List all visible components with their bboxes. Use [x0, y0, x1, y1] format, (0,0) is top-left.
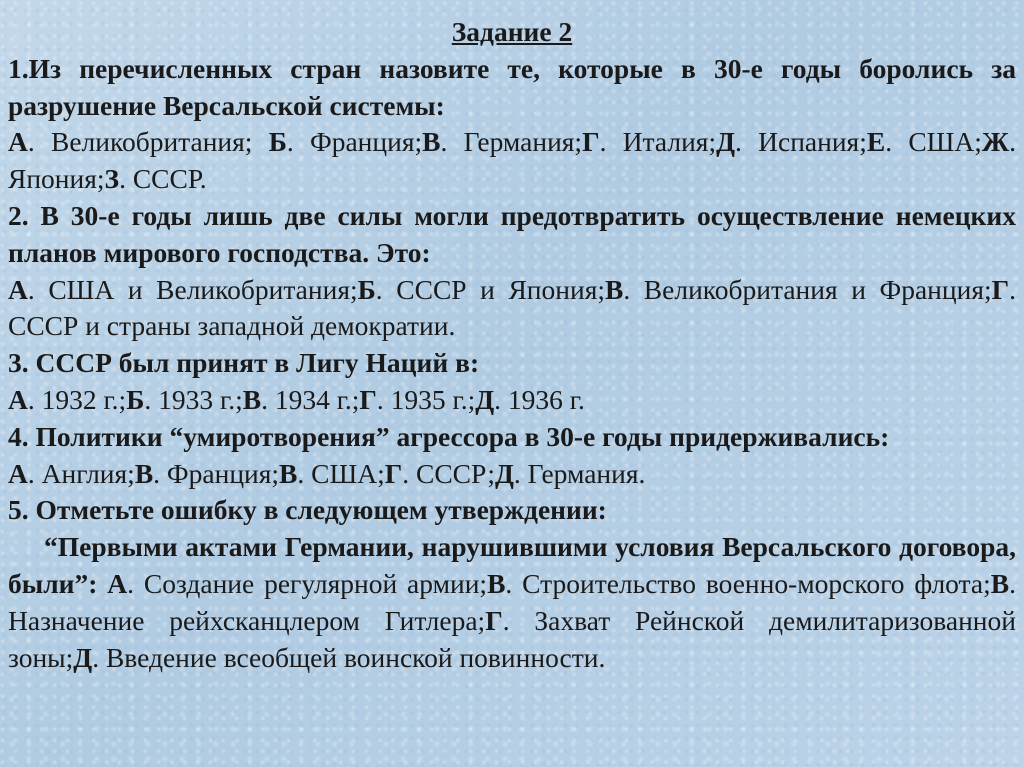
question-2-options [8, 272, 1016, 346]
option-text: . Введение всеобщей воинской повинности. [92, 641, 606, 673]
question-number: 3 [8, 347, 22, 379]
option-letter: А [8, 273, 28, 305]
option-letter: В [134, 457, 154, 489]
option-text: . Франция; [153, 457, 280, 489]
slide [8, 0, 1016, 676]
option-text: . СССР и страны западной демократии. [8, 273, 1016, 342]
option-letter: В [990, 567, 1010, 599]
option-text: . США; [297, 457, 385, 489]
option-letter: Г [485, 604, 503, 636]
option-letter: Г [582, 126, 600, 158]
option-letter: А [8, 457, 28, 489]
question-5 [8, 492, 1016, 529]
option-letter: А [107, 567, 128, 599]
option-text: . Строительство военно-морского флота; [505, 567, 991, 599]
option-text: . Великобритания и Франция; [623, 273, 992, 305]
question-number: 4 [8, 420, 22, 452]
question-3-options [8, 382, 1016, 419]
question-2 [8, 198, 1016, 272]
option-letter: В [422, 126, 441, 158]
option-letter: Б [357, 273, 376, 305]
option-letter: В [279, 457, 298, 489]
option-text: . Германия; [440, 126, 583, 158]
option-text: . Испания; [735, 126, 867, 158]
option-text: . Захват Рейнской демилитаризованной зоны; [8, 604, 1016, 673]
option-text: . СССР и Япония; [375, 273, 605, 305]
question-5-body [8, 529, 1016, 676]
option-letter: Г [991, 273, 1010, 305]
question-number: 2 [8, 199, 22, 231]
question-text: . СССР был принят в Лигу Наций в: [21, 347, 480, 379]
option-letter: Ж [981, 126, 1010, 158]
option-letter: Б [126, 383, 145, 415]
option-text: . Италия; [599, 126, 717, 158]
option-text: . Великобритания; [27, 126, 269, 158]
option-letter: А [8, 383, 28, 415]
option-text: . Франция; [286, 126, 423, 158]
question-4-options [8, 456, 1016, 493]
question-4 [8, 419, 1016, 456]
option-text: . Англия; [27, 457, 135, 489]
option-text: . США и Великобритания; [27, 273, 358, 305]
option-letter: В [605, 273, 624, 305]
option-letter: Д [494, 457, 514, 489]
question-1: 1.Из перечисленных стран назовите те, которые в 30-е годы боролись за разрушение Версальской системы: [8, 52, 1016, 121]
option-text: . 1935 г.; [376, 383, 476, 415]
option-letter: В [487, 567, 506, 599]
option-text: . 1933 г.; [144, 383, 243, 415]
option-text: . Назначение рейхсканцлером Гитлера; [8, 567, 1016, 636]
question-text: . В 30-е годы лишь две силы могли предотвратить осуществление немецких планов мирового господства. Это: [8, 199, 1016, 268]
option-letter: Г [384, 457, 403, 489]
question-3 [8, 345, 1016, 382]
option-letter: Д [716, 126, 736, 158]
option-text: . Создание регулярной армии; [127, 567, 488, 599]
option-text: . 1934 г.; [261, 383, 360, 415]
option-text: . СССР. [119, 163, 207, 195]
question-5-quote: “Первыми актами Германии, нарушившими условия Версальского договора, были”: [8, 531, 1016, 599]
option-text: . США; [885, 126, 982, 158]
option-text: . СССР; [402, 457, 495, 489]
option-letter: З [104, 163, 120, 195]
question-text: . Отметьте ошибку в следующем утверждении: [21, 494, 607, 526]
option-text: . 1936 г. [494, 383, 585, 415]
option-letter: А [8, 126, 28, 158]
question-1-options [8, 124, 1016, 198]
option-letter: Г [359, 383, 377, 415]
question-number: 5 [8, 494, 22, 526]
option-letter: Д [475, 383, 495, 415]
option-text: . Германия. [513, 457, 646, 489]
option-text: . 1932 г.; [27, 383, 127, 415]
option-letter: Е [866, 126, 886, 158]
option-letter: В [242, 383, 262, 415]
option-letter: Б [268, 126, 287, 158]
task-title: Задание 2 [451, 16, 573, 47]
option-text: . Япония; [8, 126, 1016, 195]
option-letter: Д [73, 641, 93, 673]
question-text: . Политики “умиротворения” агрессора в 30-е годы придерживались: [21, 420, 890, 452]
